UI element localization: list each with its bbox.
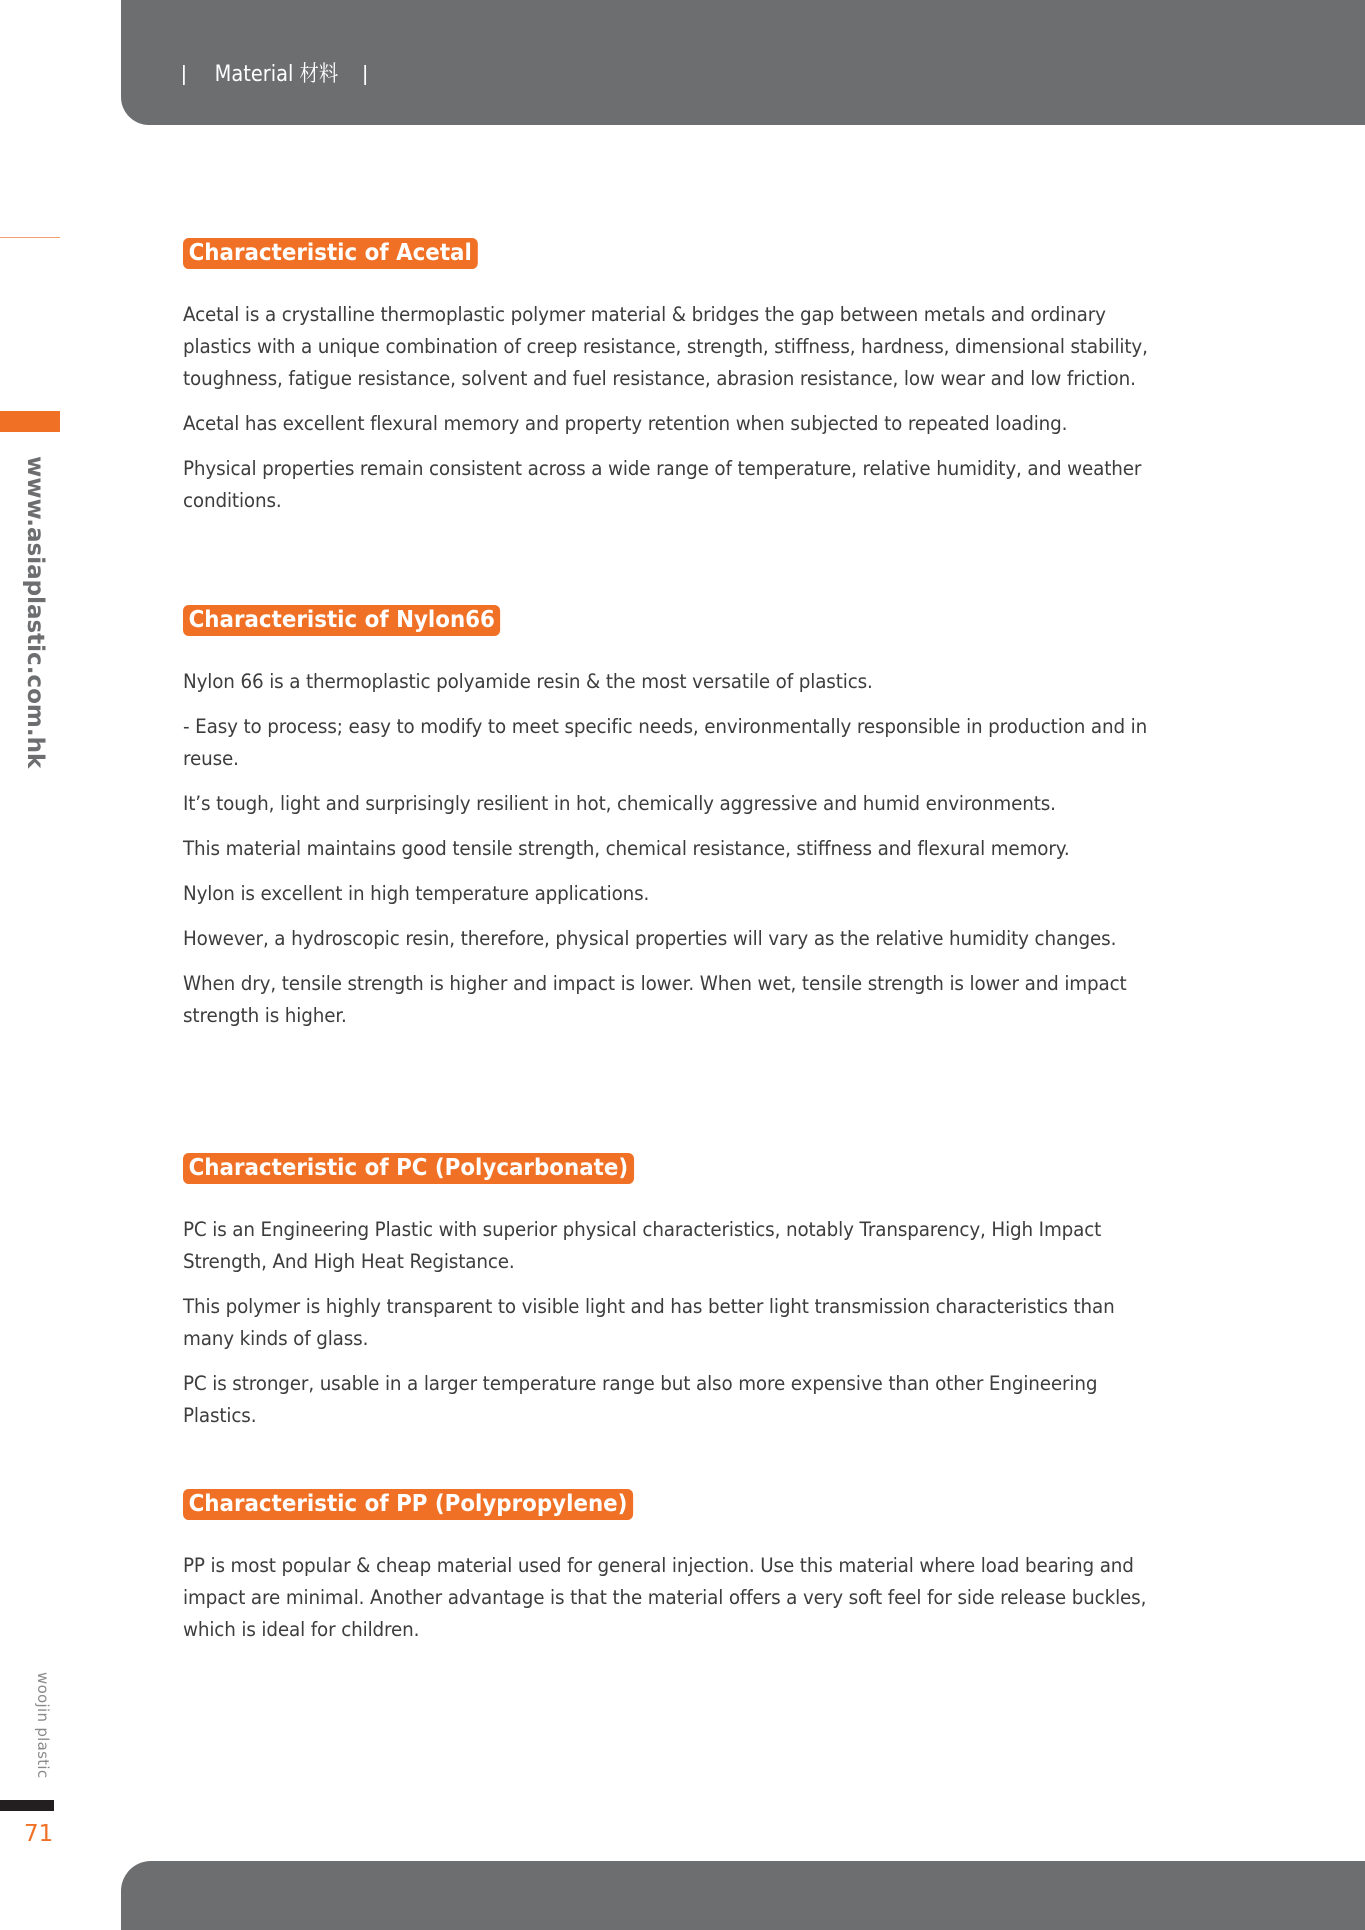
section-heading: Characteristic of Nylon66 [183, 605, 501, 636]
section-body [183, 1214, 1223, 1432]
paragraph: Nylon is excellent in high temperature applications. [183, 882, 650, 905]
header-bar [121, 0, 1365, 125]
paragraph: However, a hydroscopic resin, therefore, physical properties will vary as the relative humidity changes. [183, 927, 1117, 950]
section-acetal [183, 238, 1223, 530]
section-polypropylene [183, 1489, 1223, 1659]
brand-name: woojin plastic [34, 1672, 52, 1779]
paragraph: - Easy to process; easy to modify to meet specific needs, environmentally responsible in production and in reuse. [183, 715, 1148, 770]
paragraph: Acetal is a crystalline thermoplastic polymer material & bridges the gap between metals and ordinary plastics with a unique combination of creep resistance, strength, stiffness, hardness, dimensional stability, toughness, fatigue resistance, solvent and fuel resistance, abrasion resistance, low wear and low friction. [183, 303, 1148, 390]
page-number: 71 [24, 1821, 54, 1847]
section-body [183, 299, 1223, 517]
side-accent-block [0, 411, 60, 432]
section-body [183, 666, 1223, 1032]
paragraph: When dry, tensile strength is higher and impact is lower. When wet, tensile strength is lower and impact strength is higher. [183, 972, 1127, 1027]
paragraph: This polymer is highly transparent to visible light and has better light transmission characteristics than many kinds of glass. [183, 1295, 1115, 1350]
paragraph: PC is stronger, usable in a larger temperature range but also more expensive than other Engineering Plastics. [183, 1372, 1098, 1427]
separator-right [365, 65, 367, 85]
section-heading: Characteristic of Acetal [183, 238, 477, 269]
page-number-bar [0, 1800, 54, 1811]
section-nylon66 [183, 605, 1223, 1045]
separator-left [183, 65, 185, 85]
section-label: Material 材料 [214, 62, 339, 87]
footer-bar [121, 1861, 1365, 1930]
paragraph: PP is most popular & cheap material used for general injection. Use this material where load bearing and impact are minimal. Another advantage is that the material offers a very soft feel for side release buckles, which is ideal for children. [183, 1554, 1147, 1641]
section-polycarbonate [183, 1153, 1223, 1445]
side-accent-line [0, 237, 60, 238]
paragraph: It’s tough, light and surprisingly resilient in hot, chemically aggressive and humid environments. [183, 792, 1056, 815]
section-body [183, 1550, 1223, 1646]
paragraph: Physical properties remain consistent across a wide range of temperature, relative humidity, and weather conditions. [183, 457, 1142, 512]
paragraph: This material maintains good tensile strength, chemical resistance, stiffness and flexural memory. [183, 837, 1070, 860]
section-heading: Characteristic of PC (Polycarbonate) [183, 1153, 634, 1184]
paragraph: Acetal has excellent flexural memory and property retention when subjected to repeated loading. [183, 412, 1068, 435]
paragraph: Nylon 66 is a thermoplastic polyamide resin & the most versatile of plastics. [183, 670, 873, 693]
section-heading: Characteristic of PP (Polypropylene) [183, 1489, 633, 1520]
paragraph: PC is an Engineering Plastic with superior physical characteristics, notably Transparency, High Impact Strength, And High Heat Registance. [183, 1218, 1102, 1273]
website-url: www.asiaplastic.com.hk [22, 456, 48, 769]
section-breadcrumb [183, 62, 366, 88]
